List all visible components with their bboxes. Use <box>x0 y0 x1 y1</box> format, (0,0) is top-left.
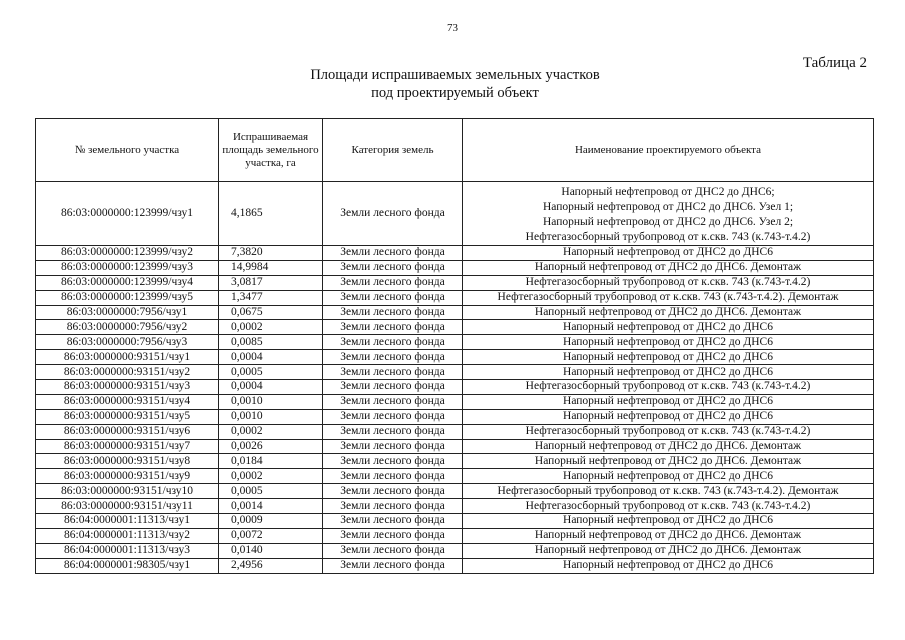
plot-number-cell: 86:03:0000000:7956/чзу1 <box>36 305 219 320</box>
table-row <box>36 499 874 514</box>
area-cell: 0,0010 <box>219 394 323 409</box>
table-header-row <box>36 119 874 182</box>
category-cell: Земли лесного фонда <box>323 469 463 484</box>
object-name-cell: Напорный нефтепровод от ДНС2 до ДНС6. Демонтаж <box>463 260 874 275</box>
object-name-cell: Напорный нефтепровод от ДНС2 до ДНС6. Демонтаж <box>463 543 874 558</box>
table-row <box>36 335 874 350</box>
area-cell: 0,0005 <box>219 484 323 499</box>
plot-number-cell: 86:03:0000000:123999/чзу5 <box>36 290 219 305</box>
area-cell: 0,0026 <box>219 439 323 454</box>
plot-number-cell: 86:03:0000000:93151/чзу2 <box>36 365 219 380</box>
area-cell: 4,1865 <box>219 182 323 246</box>
plot-number-cell: 86:04:0000001:11313/чзу1 <box>36 514 219 529</box>
area-cell: 0,0002 <box>219 424 323 439</box>
table-row <box>36 454 874 469</box>
area-cell: 0,0002 <box>219 320 323 335</box>
plot-number-cell: 86:03:0000000:93151/чзу5 <box>36 409 219 424</box>
object-line: Напорный нефтепровод от ДНС2 до ДНС6; <box>561 185 775 198</box>
object-name-cell: Напорный нефтепровод от ДНС2 до ДНС6 <box>463 350 874 365</box>
object-line: Напорный нефтепровод от ДНС2 до ДНС6. Узел 1; <box>542 200 794 213</box>
category-cell: Земли лесного фонда <box>323 528 463 543</box>
area-cell: 2,4956 <box>219 558 323 573</box>
area-cell: 0,0005 <box>219 365 323 380</box>
category-cell: Земли лесного фонда <box>323 182 463 246</box>
object-name-cell: Нефтегазосборный трубопровод от к.скв. 743 (к.743-т.4.2). Демонтаж <box>463 290 874 305</box>
category-cell: Земли лесного фонда <box>323 290 463 305</box>
category-cell: Земли лесного фонда <box>323 246 463 261</box>
document-title <box>240 66 670 102</box>
plot-number-cell: 86:03:0000000:123999/чзу1 <box>36 182 219 246</box>
area-cell: 1,3477 <box>219 290 323 305</box>
table-row <box>36 484 874 499</box>
object-name-cell: Нефтегазосборный трубопровод от к.скв. 743 (к.743-т.4.2) <box>463 424 874 439</box>
area-cell: 0,0004 <box>219 380 323 395</box>
table-body <box>36 182 874 574</box>
category-cell: Земли лесного фонда <box>323 484 463 499</box>
table-row <box>36 528 874 543</box>
area-cell: 0,0675 <box>219 305 323 320</box>
plot-number-cell: 86:03:0000000:93151/чзу11 <box>36 499 219 514</box>
category-cell: Земли лесного фонда <box>323 409 463 424</box>
area-cell: 3,0817 <box>219 275 323 290</box>
table-row <box>36 305 874 320</box>
title-line-2: под проектируемый объект <box>371 85 539 101</box>
table-row <box>36 275 874 290</box>
object-line: Напорный нефтепровод от ДНС2 до ДНС6. Узел 2; <box>542 215 794 228</box>
land-plots-table <box>35 118 874 574</box>
area-cell: 0,0072 <box>219 528 323 543</box>
object-name-cell: Напорный нефтепровод от ДНС2 до ДНС6 <box>463 335 874 350</box>
plot-number-cell: 86:03:0000000:93151/чзу9 <box>36 469 219 484</box>
category-cell: Земли лесного фонда <box>323 454 463 469</box>
plot-number-cell: 86:03:0000000:93151/чзу4 <box>36 394 219 409</box>
area-cell: 0,0010 <box>219 409 323 424</box>
category-cell: Земли лесного фонда <box>323 543 463 558</box>
plot-number-cell: 86:03:0000000:7956/чзу2 <box>36 320 219 335</box>
category-cell: Земли лесного фонда <box>323 394 463 409</box>
area-cell: 0,0014 <box>219 499 323 514</box>
object-name-cell: Нефтегазосборный трубопровод от к.скв. 743 (к.743-т.4.2) <box>463 499 874 514</box>
plot-number-cell: 86:04:0000001:98305/чзу1 <box>36 558 219 573</box>
category-cell: Земли лесного фонда <box>323 380 463 395</box>
header-plot-number: № земельного участка <box>36 119 219 182</box>
plot-number-cell: 86:03:0000000:93151/чзу6 <box>36 424 219 439</box>
plot-number-cell: 86:03:0000000:123999/чзу4 <box>36 275 219 290</box>
object-name-cell: Напорный нефтепровод от ДНС2 до ДНС6 <box>463 558 874 573</box>
category-cell: Земли лесного фонда <box>323 499 463 514</box>
area-cell: 0,0184 <box>219 454 323 469</box>
area-cell: 0,0140 <box>219 543 323 558</box>
table-row <box>36 394 874 409</box>
table-row <box>36 469 874 484</box>
object-name-cell: Напорный нефтепровод от ДНС2 до ДНС6. Демонтаж <box>463 439 874 454</box>
area-cell: 0,0085 <box>219 335 323 350</box>
header-land-category: Категория земель <box>323 119 463 182</box>
area-cell: 0,0002 <box>219 469 323 484</box>
header-requested-area: Испрашиваемая площадь земельного участка, га <box>219 119 323 182</box>
plot-number-cell: 86:03:0000000:7956/чзу3 <box>36 335 219 350</box>
category-cell: Земли лесного фонда <box>323 305 463 320</box>
table-row <box>36 380 874 395</box>
object-name-cell: Нефтегазосборный трубопровод от к.скв. 743 (к.743-т.4.2) <box>463 275 874 290</box>
area-cell: 0,0004 <box>219 350 323 365</box>
object-name-cell: Напорный нефтепровод от ДНС2 до ДНС6 <box>463 409 874 424</box>
page-number: 73 <box>447 22 458 34</box>
table-row <box>36 409 874 424</box>
table-row <box>36 320 874 335</box>
table-row <box>36 182 874 246</box>
object-name-cell: Нефтегазосборный трубопровод от к.скв. 743 (к.743-т.4.2). Демонтаж <box>463 484 874 499</box>
plot-number-cell: 86:04:0000001:11313/чзу3 <box>36 543 219 558</box>
object-name-cell: Напорный нефтепровод от ДНС2 до ДНС6 <box>463 514 874 529</box>
category-cell: Земли лесного фонда <box>323 424 463 439</box>
table-row <box>36 350 874 365</box>
table-label: Таблица 2 <box>802 55 867 71</box>
title-line-1: Площади испрашиваемых земельных участков <box>310 67 600 83</box>
category-cell: Земли лесного фонда <box>323 514 463 529</box>
category-cell: Земли лесного фонда <box>323 558 463 573</box>
object-name-cell: Нефтегазосборный трубопровод от к.скв. 743 (к.743-т.4.2) <box>463 380 874 395</box>
table-row <box>36 260 874 275</box>
plot-number-cell: 86:03:0000000:123999/чзу2 <box>36 246 219 261</box>
object-name-cell: Напорный нефтепровод от ДНС2 до ДНС6. Демонтаж <box>463 305 874 320</box>
table-row <box>36 439 874 454</box>
table-row <box>36 543 874 558</box>
plot-number-cell: 86:03:0000000:93151/чзу1 <box>36 350 219 365</box>
category-cell: Земли лесного фонда <box>323 439 463 454</box>
area-cell: 7,3820 <box>219 246 323 261</box>
category-cell: Земли лесного фонда <box>323 365 463 380</box>
header-object-name: Наименование проектируемого объекта <box>463 119 874 182</box>
category-cell: Земли лесного фонда <box>323 350 463 365</box>
plot-number-cell: 86:03:0000000:123999/чзу3 <box>36 260 219 275</box>
object-line: Нефтегазосборный трубопровод от к.скв. 743 (к.743-т.4.2) <box>525 230 811 243</box>
table-row <box>36 514 874 529</box>
category-cell: Земли лесного фонда <box>323 320 463 335</box>
plot-number-cell: 86:04:0000001:11313/чзу2 <box>36 528 219 543</box>
plot-number-cell: 86:03:0000000:93151/чзу8 <box>36 454 219 469</box>
table-row <box>36 424 874 439</box>
object-name-cell: Напорный нефтепровод от ДНС2 до ДНС6. Демонтаж <box>463 454 874 469</box>
area-cell: 0,0009 <box>219 514 323 529</box>
object-name-cell: Напорный нефтепровод от ДНС2 до ДНС6 <box>463 320 874 335</box>
table-row <box>36 246 874 261</box>
plot-number-cell: 86:03:0000000:93151/чзу10 <box>36 484 219 499</box>
object-name-cell <box>463 182 874 246</box>
category-cell: Земли лесного фонда <box>323 275 463 290</box>
plot-number-cell: 86:03:0000000:93151/чзу7 <box>36 439 219 454</box>
category-cell: Земли лесного фонда <box>323 260 463 275</box>
area-cell: 14,9984 <box>219 260 323 275</box>
object-name-cell: Напорный нефтепровод от ДНС2 до ДНС6 <box>463 394 874 409</box>
object-name-cell: Напорный нефтепровод от ДНС2 до ДНС6 <box>463 246 874 261</box>
table-row <box>36 558 874 573</box>
plot-number-cell: 86:03:0000000:93151/чзу3 <box>36 380 219 395</box>
table-row <box>36 365 874 380</box>
object-name-cell: Напорный нефтепровод от ДНС2 до ДНС6 <box>463 469 874 484</box>
table-row <box>36 290 874 305</box>
category-cell: Земли лесного фонда <box>323 335 463 350</box>
object-name-cell: Напорный нефтепровод от ДНС2 до ДНС6 <box>463 365 874 380</box>
object-name-cell: Напорный нефтепровод от ДНС2 до ДНС6. Демонтаж <box>463 528 874 543</box>
